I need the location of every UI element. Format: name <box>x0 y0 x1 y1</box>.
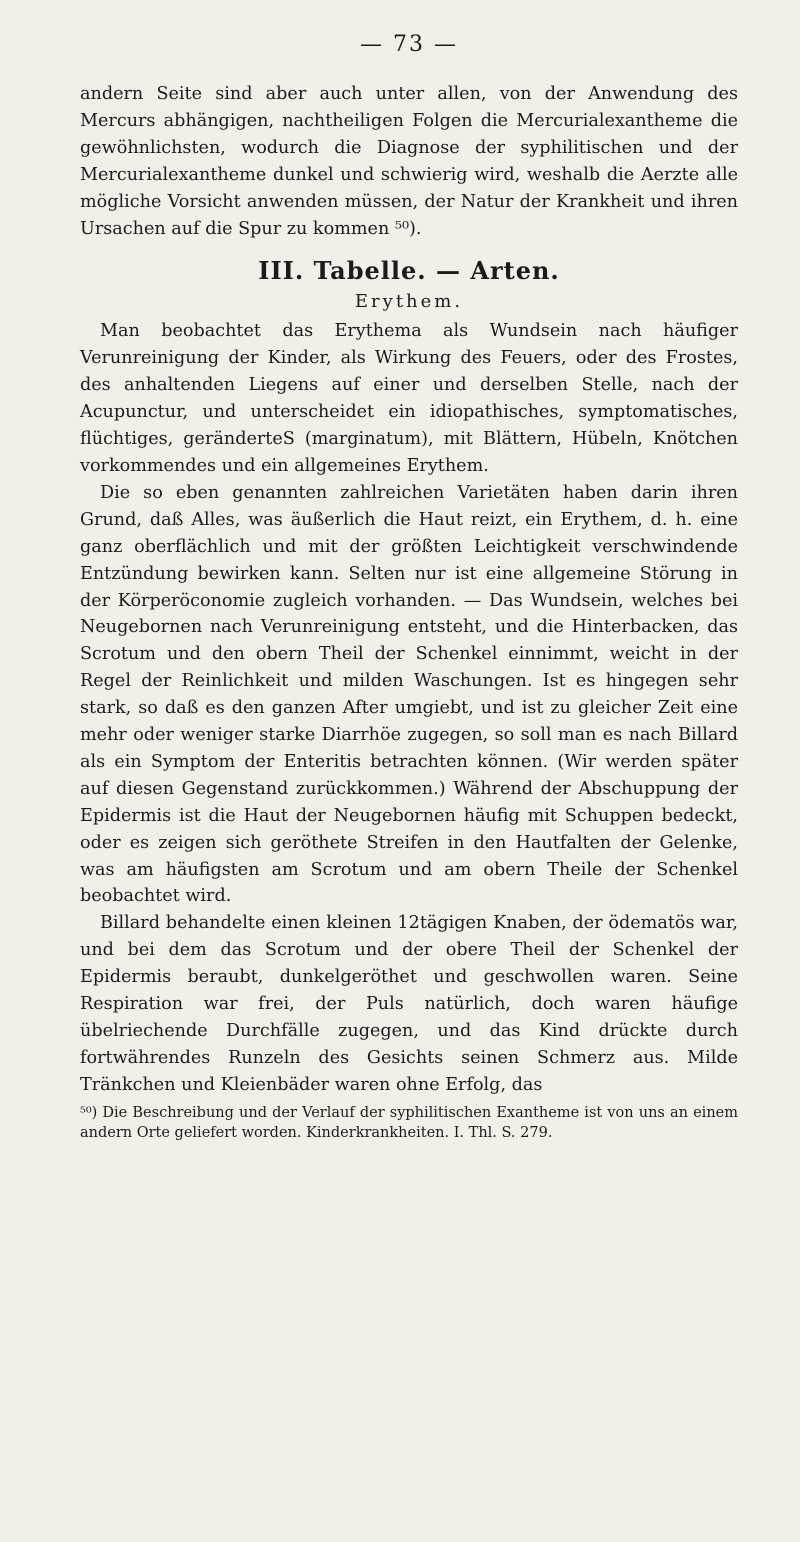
paragraph-varieties: Die so eben genannten zahlreichen Varietäten haben darin ihren Grund, daß Alles, was äußerlich die Haut reizt, ein Erythem, d. h. eine ganz oberflächlich und mit der größten Leichtigkeit verschwindende Entzündung bewirken kann. Selten nur ist eine allgemeine Störung in der Körperöconomie zugleich vorhanden. — Das Wundsein, welches bei Neugebornen nach Verunreinigung entsteht, und die Hinterbacken, das Scrotum und den obern Theil der Schenkel einnimmt, weicht in der Regel der Reinlichkeit und milden Waschungen. Ist es hingegen sehr stark, so daß es den ganzen After umgiebt, und ist zu gleicher Zeit eine mehr oder weniger starke Diarrhöe zugegen, so soll man es nach Billard als ein Symptom der Enteritis betrachten können. (Wir werden später auf diesen Gegenstand zurückkommen.) Während der Abschuppung der Epidermis ist die Haut der Neugebornen häufig mit Schuppen bedeckt, oder es zeigen sich geröthete Streifen in den Hautfalten der Gelenke, was am häufigsten am Scrotum und am obern Theile der Schenkel beobachtet wird. <box>80 482 738 907</box>
paragraph-case: Billard behandelte einen kleinen 12tägigen Knaben, der ödematös war, und bei dem das Scrotum und der obere Theil der Schenkel der Epidermis beraubt, dunkelgeröthet und geschwollen waren. Seine Respiration war frei, der Puls natürlich, doch waren häufige übelriechende Durchfälle zugegen, und das Kind drückte durch fortwährendes Runzeln des Gesichts seinen Schmerz aus. Milde Tränkchen und Kleienbäder waren ohne Erfolg, das <box>80 913 738 1095</box>
section-subheading: Erythem. <box>354 291 464 313</box>
footnote: ⁵⁰) Die Beschreibung und der Verlauf der syphilitischen Exantheme ist von uns an einem andern Orte geliefert worden. Kinderkrankheiten. I. Thl. S. 279. <box>80 1104 738 1141</box>
page-number: — 73 — <box>360 32 458 57</box>
paragraph-definition: Man beobachtet das Erythema als Wundsein nach häufiger Verunreinigung der Kinder, als Wirkung des Feuers, oder des Frostes, des anhaltenden Liegens auf einer und derselben Stelle, nach der Acupunctur, und unterscheidet ein idiopathisches, symptomatisches, flüchtiges, geränderteS (marginatum), mit Blättern, Hübeln, Knötchen vorkommendes und ein allgemeines Erythem. <box>80 321 738 476</box>
section-heading: III. Tabelle. — Arten. <box>258 256 560 286</box>
intro-paragraph: andern Seite sind aber auch unter allen, von der Anwendung des Mercurs abhängigen, nachtheiligen Folgen die Mercurialexantheme die gewöhnlichsten, wodurch die Diagnose der syphilitischen und der Mercurialexantheme dunkel und schwierig wird, weshalb die Aerzte alle mögliche Vorsicht anwenden müssen, der Natur der Krankheit und ihren Ursachen auf die Spur zu kommen ⁵⁰). <box>80 84 738 239</box>
